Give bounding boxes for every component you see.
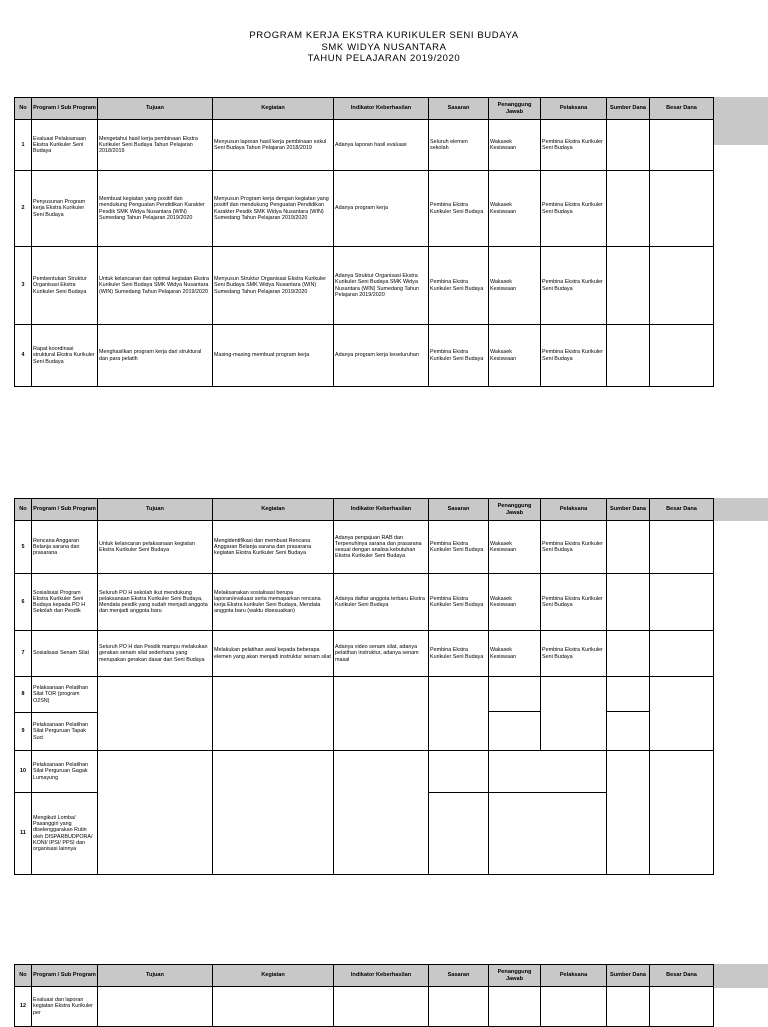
table-row [15, 247, 714, 325]
header-sumber-dana: Sumber Dana [607, 965, 650, 987]
row-kegiatan [213, 677, 334, 751]
row-kegiatan [213, 751, 334, 875]
row-sasaran [429, 677, 489, 751]
row-program: Pelaksanaan Pelatihan Silat TOR (program O2SN) [32, 677, 98, 713]
row-pelaksana [541, 987, 607, 1027]
row-kegiatan: Menyusun Struktur Organisasi Ekstra Kurikuler Seni Budaya SMK Widya Nusantara (WIN) Sumedang Tahun Pelajaran 2019/2020 [213, 247, 334, 325]
header-tujuan: Tujuan [98, 98, 213, 120]
row-indikator: Adanya laporan hasil evaluasi [334, 120, 429, 171]
cell-divider [489, 677, 540, 712]
row-no: 3 [15, 247, 32, 325]
table-row [15, 120, 714, 171]
row-indikator: Adanya program kerja keseluruhan [334, 325, 429, 387]
header-kegiatan: Kegiatan [213, 499, 334, 521]
row-penanggung-jawab [489, 677, 541, 751]
row-tujuan: Membuat kegiatan yang positif dan mendukung Penguatan Pendidikan Karakter Pesdik SMK Widya Nusantara (WIN) Sumedang Tahun Pelajaran 2019/2020 [98, 171, 213, 247]
row-indikator: Adanya daftar anggota terbaru Ekstra Kurikuler Seni Budaya [334, 574, 429, 631]
row-tujuan: Menghasilkan program kerja dari struktural dan para pelatih [98, 325, 213, 387]
row-tujuan: Untuk kelancaran pelaksanaan kegiatan Ekstra Kurikuler Seni Budaya [98, 521, 213, 574]
row-tujuan: Seluruh PO H dan Pesdik mampu melakukan gerakan senam silat sederhana yang merupakan gerakan dasar dari Seni Budaya [98, 631, 213, 677]
row-penanggung-jawab: Wakasek Kesiswaan [489, 120, 541, 171]
row-indikator [334, 987, 429, 1027]
row-pelaksana: Pembina Ekstra Kurikuler Seni Budaya [541, 574, 607, 631]
header-indikator: Indikator Keberhasilan [334, 499, 429, 521]
row-pelaksana: Pembina Ekstra Kurikuler Seni Budaya [541, 247, 607, 325]
row-sumber-dana [607, 631, 650, 677]
row-pelaksana: Pembina Ekstra Kurikuler Seni Budaya [541, 171, 607, 247]
row-besar-dana [650, 521, 714, 574]
row-tujuan: Seluruh PO H sekolah ikut mendukung pelaksanaan Ekstra Kurikuler Seni Budaya, Mendata pesdik yang sudah menjadi anggota dan menjadi anggota baru [98, 574, 213, 631]
title-line-2: SMK WIDYA NUSANTARA [321, 41, 447, 53]
row-no: 5 [15, 521, 32, 574]
row-sasaran: Pembina Ekstra Kurikuler Seni Budaya [429, 574, 489, 631]
row-sumber-dana [607, 247, 650, 325]
row-indikator: Adanya Struktur Organisasi Ekstra Kurikuler Seni Budaya SMK Widya Nusantara (WIN) Sumedang Tahun Pelajaran 2019/2020 [334, 247, 429, 325]
header-indikator: Indikator Keberhasilan [334, 98, 429, 120]
table-row [15, 325, 714, 387]
row-no: 1 [15, 120, 32, 171]
table-header-row [15, 965, 714, 987]
header-kegiatan: Kegiatan [213, 965, 334, 987]
row-no: 11 [15, 793, 32, 875]
row-penanggung-jawab: Wakasek Kesiswaan [489, 171, 541, 247]
row-sumber-dana [607, 120, 650, 171]
row-program: Penyusunan Program kerja Ekstra Kurikuler Seni Budaya [32, 171, 98, 247]
table-row [15, 574, 714, 631]
row-program: Evaluasi dan laporan kegiatan Ekstra Kurikuler per [32, 987, 98, 1027]
row-indikator: Adanya program kerja [334, 171, 429, 247]
row-tujuan [98, 677, 213, 751]
header-sasaran: Sasaran [429, 499, 489, 521]
header-penanggung-jawab: Penanggung Jawab [489, 98, 541, 120]
header-no: No [15, 965, 32, 987]
table-header-row [15, 499, 714, 521]
header-tujuan: Tujuan [98, 499, 213, 521]
row-indikator: Adanya video senam silat, adanya pelatihan instruktur, adanya senam masal [334, 631, 429, 677]
row-penanggung-jawab: Wakasek Kesiswaan [489, 325, 541, 387]
table-header-row [15, 98, 714, 120]
row-program: Rencana Anggaran Belanja sarana dan prasarana [32, 521, 98, 574]
header-program: Program / Sub Program [32, 965, 98, 987]
header-sumber-dana: Sumber Dana [607, 499, 650, 521]
header-indikator: Indikator Keberhasilan [334, 965, 429, 987]
row-besar-dana [650, 325, 714, 387]
row-indikator [334, 677, 429, 751]
header-sasaran: Sasaran [429, 965, 489, 987]
row-program: Pelaksanaan Pelatihan Silat Perguruan Tapak Suci [32, 713, 98, 751]
header-kegiatan: Kegiatan [213, 98, 334, 120]
row-kegiatan: Mengidentifikasi dan membuat Rencana Anggaran Belanja sarana dan prasarana kegiatan Ekstra Kurikuler Seni Budaya [213, 521, 334, 574]
cell-divider [489, 751, 606, 793]
row-program: Pelaksanaan Pelatihan Silat Perguruan Gagak Lumayung [32, 751, 98, 793]
title-line-3: TAHUN PELAJARAN 2019/2020 [307, 53, 461, 64]
header-extension-strip [713, 964, 768, 988]
row-sasaran: Pembina Ekstra Kurikuler Seni Budaya [429, 171, 489, 247]
cell-divider [429, 751, 488, 793]
row-penanggung-jawab: Wakasek Kesiswaan [489, 521, 541, 574]
row-penanggung-jawab [489, 751, 607, 875]
header-tujuan: Tujuan [98, 965, 213, 987]
row-pelaksana: Pembina Ekstra Kurikuler Seni Budaya [541, 631, 607, 677]
row-indikator: Adanya pengajuan RAB dan Terpenuhinya sarana dan prasarana sesuai dengan analisa kebutuhan Ekstra Kurikuler Seni Budaya [334, 521, 429, 574]
header-program: Program / Sub Program [32, 499, 98, 521]
row-sumber-dana [607, 751, 650, 875]
table-row [15, 677, 714, 713]
row-no: 9 [15, 713, 32, 751]
row-sasaran [429, 751, 489, 875]
row-tujuan [98, 987, 213, 1027]
row-no: 8 [15, 677, 32, 713]
row-besar-dana [650, 120, 714, 171]
row-program: Sosialisasi Program Ekstra Kurikuler Seni Budaya kepada PO H Sekolah dan Pesdik [32, 574, 98, 631]
row-kegiatan: Menyusun Program kerja dengan kegiatan yang positif dan mendukung Penguatan Pendidikan Karakter Pesdik SMK Widya Nusantara (WIN) Sumedang Tahun Pelajaran 2019/2020 [213, 171, 334, 247]
row-penanggung-jawab: Wakasek Kesiswaan [489, 574, 541, 631]
row-kegiatan: Masing-masing membuat program kerja [213, 325, 334, 387]
row-kegiatan: Melaksanakan sosialisasi berupa laporan/evaluasi serta memaparkan rencana kerja Ekstra kurikuler Seni Budaya, Mendata anggota baru (waktu disesuaikan) [213, 574, 334, 631]
header-pelaksana: Pelaksana [541, 965, 607, 987]
header-sumber-dana: Sumber Dana [607, 98, 650, 120]
row-no: 12 [15, 987, 32, 1027]
table-row [15, 751, 714, 793]
row-program: Rapat koordinasi struktural Ekstra Kurikuler Seni Budaya [32, 325, 98, 387]
header-no: No [15, 98, 32, 120]
header-pelaksana: Pelaksana [541, 499, 607, 521]
header-no: No [15, 499, 32, 521]
program-table-page-3 [14, 964, 714, 1027]
row-no: 7 [15, 631, 32, 677]
row-penanggung-jawab [489, 987, 541, 1027]
row-sasaran: Pembina Ekstra Kurikuler Seni Budaya [429, 247, 489, 325]
cell-divider [607, 677, 649, 712]
row-besar-dana [650, 574, 714, 631]
row-pelaksana: Pembina Ekstra Kurikuler Seni Budaya [541, 521, 607, 574]
row-tujuan [98, 751, 213, 875]
row-kegiatan: Melakukan pelatihan awal kepada beberapa elemen yang akan menjadi instruktur senam silat [213, 631, 334, 677]
header-besar-dana: Besar Dana [650, 965, 714, 987]
table-row [15, 631, 714, 677]
row-sasaran: Pembina Ekstra Kurikuler Seni Budaya [429, 631, 489, 677]
header-penanggung-jawab: Penanggung Jawab [489, 499, 541, 521]
header-extension-strip [713, 498, 768, 521]
row-no: 10 [15, 751, 32, 793]
row-tujuan: Untuk kelancaran dan optimal kegiatan Ekstra Kurikuler Seni Budaya SMK Widya Nusantara (WIN) Sumedang Tahun Pelajaran 2019/2020 [98, 247, 213, 325]
row-besar-dana [650, 677, 714, 751]
row-sumber-dana [607, 521, 650, 574]
row-no: 4 [15, 325, 32, 387]
row-besar-dana [650, 247, 714, 325]
document-title [0, 30, 768, 65]
row-sasaran [429, 987, 489, 1027]
header-sasaran: Sasaran [429, 98, 489, 120]
row-sumber-dana [607, 325, 650, 387]
row-besar-dana [650, 631, 714, 677]
row-tujuan: Mengetahui hasil kerja pembinaan Ekstra Kurikuler Seni Budaya Tahun Pelajaran 2018/2019 [98, 120, 213, 171]
row-sasaran: Seluruh elemen sekolah [429, 120, 489, 171]
row-penanggung-jawab: Wakasek Kesiswaan [489, 247, 541, 325]
table-row [15, 521, 714, 574]
header-besar-dana: Besar Dana [650, 98, 714, 120]
row-program: Pembentukan Struktur Organisasi Ekstra Kurikuler Seni Budaya [32, 247, 98, 325]
row-pelaksana: Pembina Ekstra Kurikuler Seni Budaya [541, 120, 607, 171]
row-sumber-dana [607, 677, 650, 751]
row-sasaran: Pembina Ekstra Kurikuler Seni Budaya [429, 521, 489, 574]
table-row [15, 171, 714, 247]
header-extension-strip [713, 97, 768, 145]
program-table-page-1 [14, 97, 714, 387]
row-pelaksana: Pembina Ekstra Kurikuler Seni Budaya [541, 325, 607, 387]
title-line-1: PROGRAM KERJA EKSTRA KURIKULER SENI BUDAYA [249, 30, 519, 41]
row-no: 6 [15, 574, 32, 631]
row-besar-dana [650, 987, 714, 1027]
header-besar-dana: Besar Dana [650, 499, 714, 521]
row-indikator [334, 751, 429, 875]
row-kegiatan [213, 987, 334, 1027]
row-program: Sosialisasi Senam Silat [32, 631, 98, 677]
row-penanggung-jawab: Wakasek Kesiswaan [489, 631, 541, 677]
header-penanggung-jawab: Penanggung Jawab [489, 965, 541, 987]
row-kegiatan: Menyusun laporan hasil kerja pembinaan eskul Seni Budaya Tahun Pelajaran 2018/2019 [213, 120, 334, 171]
row-besar-dana [650, 171, 714, 247]
row-besar-dana [650, 751, 714, 875]
row-program: Mengikuti Lomba/ Pasanggiri yang diselenggarakan Rutin oleh DISPARBUDPORA/ KONI/ IPSI/ PPSI dan organisasi lainnya [32, 793, 98, 875]
row-sumber-dana [607, 574, 650, 631]
row-sumber-dana [607, 987, 650, 1027]
table-row [15, 987, 714, 1027]
header-program: Program / Sub Program [32, 98, 98, 120]
row-sumber-dana [607, 171, 650, 247]
program-table-page-2 [14, 498, 714, 875]
row-program: Evaluasi Pelaksanaan Ekstra Kurikuler Seni Budaya [32, 120, 98, 171]
row-pelaksana [541, 677, 607, 751]
header-pelaksana: Pelaksana [541, 98, 607, 120]
row-no: 2 [15, 171, 32, 247]
row-sasaran: Pembina Ekstra Kurikuler Seni Budaya [429, 325, 489, 387]
